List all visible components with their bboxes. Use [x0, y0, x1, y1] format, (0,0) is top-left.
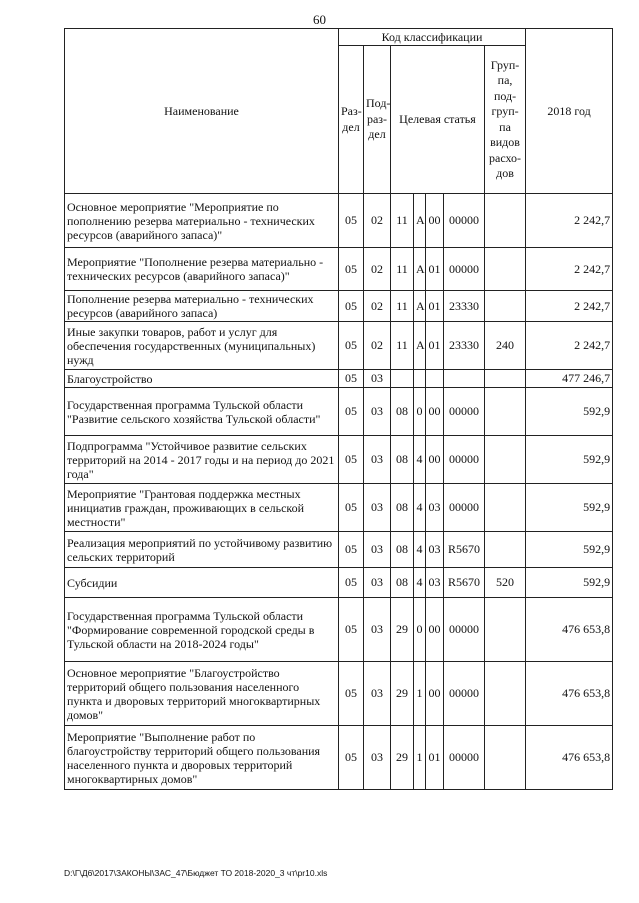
- cell-podrazdel: 03: [364, 598, 391, 662]
- cell-razdel: 05: [339, 322, 364, 370]
- cell-osn: 00: [426, 388, 444, 436]
- cell-dir: 00000: [444, 726, 485, 790]
- cell-osn: [426, 370, 444, 388]
- cell-razdel: 05: [339, 568, 364, 598]
- cell-osn: 01: [426, 291, 444, 322]
- cell-osn: 01: [426, 726, 444, 790]
- cell-amount: 2 242,7: [526, 291, 613, 322]
- cell-amount: 476 653,8: [526, 598, 613, 662]
- cell-dir: 23330: [444, 291, 485, 322]
- page-number: 60: [313, 12, 326, 27]
- cell-podrazdel: 03: [364, 532, 391, 568]
- cell-prog: [391, 370, 414, 388]
- cell-vr: [485, 291, 526, 322]
- cell-amount: 592,9: [526, 568, 613, 598]
- cell-prog: 08: [391, 532, 414, 568]
- cell-vr: [485, 388, 526, 436]
- cell-razdel: 05: [339, 194, 364, 248]
- cell-razdel: 05: [339, 484, 364, 532]
- header-target: Целевая статья: [391, 46, 485, 194]
- cell-prog: 29: [391, 598, 414, 662]
- cell-dir: R5670: [444, 532, 485, 568]
- cell-name: Субсидии: [65, 568, 339, 598]
- cell-name: Основное мероприятие "Благоустройство территорий общего пользования населенного пункта и дворовых территорий многоквартирных домов": [65, 662, 339, 726]
- cell-amount: 592,9: [526, 388, 613, 436]
- cell-name: Пополнение резерва материально - технических ресурсов (аварийного запаса): [65, 291, 339, 322]
- budget-table: [64, 28, 613, 790]
- cell-vr: [485, 532, 526, 568]
- cell-amount: 477 246,7: [526, 370, 613, 388]
- cell-dir: 00000: [444, 598, 485, 662]
- cell-podrazdel: 03: [364, 436, 391, 484]
- table-row: [65, 291, 613, 322]
- cell-vr: [485, 248, 526, 291]
- cell-osn: 03: [426, 532, 444, 568]
- cell-podrazdel: 03: [364, 388, 391, 436]
- cell-amount: 592,9: [526, 436, 613, 484]
- cell-sub: 4: [414, 484, 426, 532]
- cell-osn: 00: [426, 436, 444, 484]
- table-row: [65, 726, 613, 790]
- cell-podrazdel: 03: [364, 484, 391, 532]
- table-row: [65, 370, 613, 388]
- cell-name: Государственная программа Тульской области "Формирование современной городской среды в Тульской области на 2018-2024 годы": [65, 598, 339, 662]
- cell-podrazdel: 03: [364, 662, 391, 726]
- cell-prog: 08: [391, 436, 414, 484]
- cell-prog: 11: [391, 194, 414, 248]
- cell-osn: 01: [426, 248, 444, 291]
- cell-osn: 03: [426, 484, 444, 532]
- cell-podrazdel: 03: [364, 370, 391, 388]
- footer-file-path: D:\Г\Д6\2017\ЗАКОНЫ\ЗАС_47\Бюджет ТО 2018-2020_3 чт\pr10.xls: [64, 868, 328, 878]
- cell-prog: 11: [391, 291, 414, 322]
- cell-sub: [414, 370, 426, 388]
- cell-dir: 00000: [444, 388, 485, 436]
- cell-sub: А: [414, 291, 426, 322]
- cell-sub: А: [414, 194, 426, 248]
- header-subsection: Под- раз- дел: [364, 46, 391, 194]
- cell-vr: [485, 598, 526, 662]
- table-row: [65, 484, 613, 532]
- cell-sub: 1: [414, 662, 426, 726]
- cell-osn: 00: [426, 598, 444, 662]
- table-row: [65, 532, 613, 568]
- cell-sub: А: [414, 248, 426, 291]
- cell-name: Благоустройство: [65, 370, 339, 388]
- cell-osn: 00: [426, 662, 444, 726]
- cell-sub: 0: [414, 598, 426, 662]
- cell-dir: 00000: [444, 248, 485, 291]
- table-row: [65, 248, 613, 291]
- cell-prog: 11: [391, 248, 414, 291]
- table-row: [65, 322, 613, 370]
- cell-prog: 29: [391, 662, 414, 726]
- cell-sub: 4: [414, 532, 426, 568]
- cell-razdel: 05: [339, 662, 364, 726]
- header-section: Раз- дел: [339, 46, 364, 194]
- table-row: [65, 436, 613, 484]
- table-row: [65, 598, 613, 662]
- cell-osn: 03: [426, 568, 444, 598]
- cell-amount: 2 242,7: [526, 194, 613, 248]
- cell-razdel: 05: [339, 291, 364, 322]
- cell-podrazdel: 02: [364, 194, 391, 248]
- cell-name: Иные закупки товаров, работ и услуг для обеспечения государственных (муниципальных) нужд: [65, 322, 339, 370]
- cell-razdel: 05: [339, 248, 364, 291]
- cell-razdel: 05: [339, 726, 364, 790]
- cell-vr: 240: [485, 322, 526, 370]
- cell-name: Мероприятие "Выполнение работ по благоустройству территорий общего пользования населенного пункта и дворовых территорий многоквартирных домов": [65, 726, 339, 790]
- cell-razdel: 05: [339, 532, 364, 568]
- cell-amount: 2 242,7: [526, 248, 613, 291]
- cell-amount: 476 653,8: [526, 726, 613, 790]
- cell-dir: 23330: [444, 322, 485, 370]
- cell-podrazdel: 02: [364, 248, 391, 291]
- cell-amount: 2 242,7: [526, 322, 613, 370]
- cell-dir: R5670: [444, 568, 485, 598]
- cell-vr: [485, 194, 526, 248]
- cell-vr: [485, 662, 526, 726]
- cell-razdel: 05: [339, 388, 364, 436]
- cell-razdel: 05: [339, 436, 364, 484]
- cell-dir: 00000: [444, 194, 485, 248]
- cell-name: Подпрограмма "Устойчивое развитие сельских территорий на 2014 - 2017 годы и на период до 2021 года": [65, 436, 339, 484]
- cell-vr: [485, 484, 526, 532]
- header-group: Груп- па, под- груп- па видов расхо- дов: [485, 46, 526, 194]
- cell-dir: 00000: [444, 662, 485, 726]
- cell-podrazdel: 02: [364, 291, 391, 322]
- header-year: 2018 год: [526, 29, 613, 194]
- table-row: [65, 194, 613, 248]
- cell-sub: 0: [414, 388, 426, 436]
- cell-osn: 01: [426, 322, 444, 370]
- cell-sub: 4: [414, 568, 426, 598]
- cell-dir: 00000: [444, 484, 485, 532]
- header-name: Наименование: [65, 29, 339, 194]
- cell-amount: 592,9: [526, 532, 613, 568]
- cell-podrazdel: 03: [364, 568, 391, 598]
- header-classification: Код классификации: [339, 29, 526, 46]
- cell-dir: [444, 370, 485, 388]
- cell-name: Государственная программа Тульской области "Развитие сельского хозяйства Тульской области": [65, 388, 339, 436]
- cell-razdel: 05: [339, 598, 364, 662]
- cell-podrazdel: 03: [364, 726, 391, 790]
- table-row: [65, 568, 613, 598]
- cell-amount: 592,9: [526, 484, 613, 532]
- cell-prog: 08: [391, 388, 414, 436]
- cell-osn: 00: [426, 194, 444, 248]
- table-row: [65, 662, 613, 726]
- cell-prog: 29: [391, 726, 414, 790]
- cell-razdel: 05: [339, 370, 364, 388]
- cell-name: Реализация мероприятий по устойчивому развитию сельских территорий: [65, 532, 339, 568]
- header-row: [65, 29, 613, 46]
- cell-sub: 1: [414, 726, 426, 790]
- cell-podrazdel: 02: [364, 322, 391, 370]
- cell-name: Основное мероприятие "Мероприятие по пополнению резерва материально - технических ресурсов (аварийного запаса)": [65, 194, 339, 248]
- cell-dir: 00000: [444, 436, 485, 484]
- cell-amount: 476 653,8: [526, 662, 613, 726]
- cell-sub: 4: [414, 436, 426, 484]
- cell-prog: 11: [391, 322, 414, 370]
- cell-vr: 520: [485, 568, 526, 598]
- cell-vr: [485, 436, 526, 484]
- cell-vr: [485, 726, 526, 790]
- table-row: [65, 388, 613, 436]
- cell-sub: А: [414, 322, 426, 370]
- cell-prog: 08: [391, 568, 414, 598]
- cell-vr: [485, 370, 526, 388]
- cell-prog: 08: [391, 484, 414, 532]
- cell-name: Мероприятие "Пополнение резерва материально - технических ресурсов (аварийного запаса)": [65, 248, 339, 291]
- cell-name: Мероприятие "Грантовая поддержка местных инициатив граждан, проживающих в сельской местности": [65, 484, 339, 532]
